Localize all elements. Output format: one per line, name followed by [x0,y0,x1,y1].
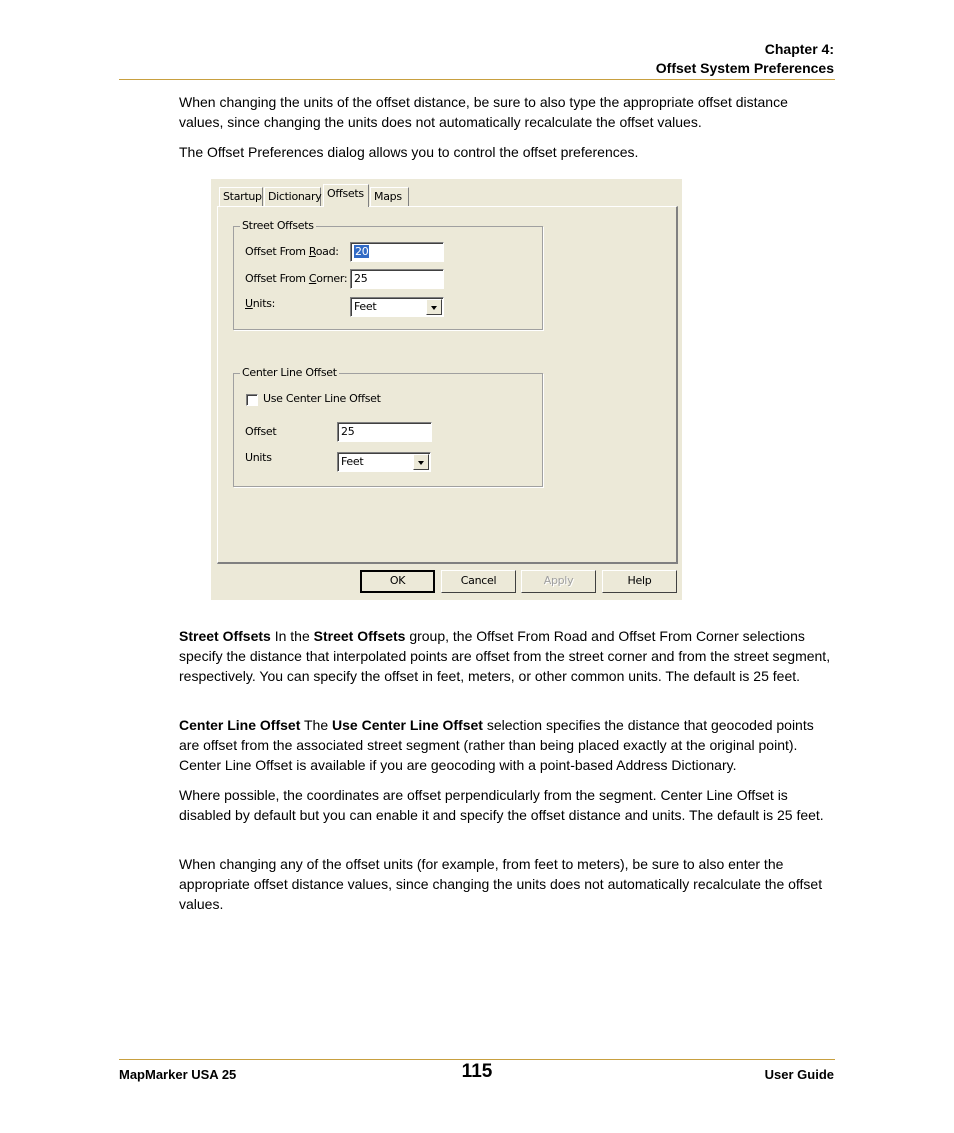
page-header [656,40,834,78]
center-line-offset-legend: Center Line Offset [242,366,337,379]
offsets-tab-panel [217,206,678,564]
offset-from-road-label: Offset From Road: [245,245,339,258]
coordinates-paragraph: Where possible, the coordinates are offset perpendicularly from the segment. Center Line Offset is disabled by default but you can enable it and specify the offset distance and units. The default is 25 feet. [179,787,824,823]
section-title: Offset System Preferences [655,60,834,76]
chapter-label: Chapter 4: [764,41,834,57]
street-units-combo[interactable] [350,297,444,317]
chevron-down-icon[interactable] [413,454,429,470]
footer-rule [119,1059,835,1060]
apply-button[interactable]: Apply [521,570,596,593]
street-units-value: Feet [354,300,377,313]
street-offsets-paragraph: Street Offsets In the Street Offsets group, the Offset From Road and Offset From Corner selections specify the distance that interpolated points are offset from the street corner and from the street segment, respectively. You can specify the offset in feet, meters, or other common units. The default is 25 feet. [179,628,831,684]
tab-maps[interactable]: Maps [370,187,409,206]
offset-from-corner-label: Offset From Corner: [245,272,348,285]
use-center-line-offset-label[interactable]: Use Center Line Offset [263,392,381,405]
street-offsets-legend: Street Offsets [242,219,314,232]
guide-label: User Guide [764,1067,834,1082]
offset-from-corner-input[interactable]: 25 [350,269,444,289]
offset-preferences-dialog [211,179,682,600]
header-rule [119,79,835,80]
help-button[interactable]: Help [602,570,677,593]
offset-from-road-input[interactable]: 20 [350,242,444,262]
center-units-label: Units [245,451,272,464]
tab-dictionary[interactable]: Dictionary [264,187,321,206]
intro-paragraph-2: The Offset Preferences dialog allows you to control the offset preferences. [179,144,639,160]
cancel-button[interactable]: Cancel [441,570,516,593]
center-units-combo[interactable] [337,452,431,472]
tab-startup[interactable]: Startup [219,187,263,206]
center-line-offset-heading: Center Line Offset [179,717,301,733]
street-offsets-heading: Street Offsets [179,628,271,644]
product-name: MapMarker USA 25 [119,1067,237,1082]
center-line-offset-group [233,366,543,487]
center-offset-input[interactable]: 25 [337,422,432,442]
chevron-down-icon[interactable] [426,299,442,315]
page-number: 115 [461,1061,493,1082]
intro-paragraph-1: When changing the units of the offset distance, be sure to also type the appropriate offset distance values, since changing the units does not automatically recalculate the offset values. [179,94,788,130]
offset-units-paragraph: When changing any of the offset units (for example, from feet to meters), be sure to also enter the appropriate offset distance values, since changing the units does not automatically recalculate the offset values. [179,856,823,912]
ok-button[interactable]: OK [360,570,435,593]
street-offsets-group [233,219,543,330]
tab-offsets[interactable]: Offsets [323,184,369,207]
street-units-label: Units: [245,297,276,310]
center-units-value: Feet [341,455,364,468]
center-offset-label: Offset [245,425,277,438]
center-line-offset-paragraph: Center Line Offset The Use Center Line Offset selection specifies the distance that geocoded points are offset from the associated street segment (rather than being placed exactly at the original point). Center Line Offset is available if you are geocoding with a point-based Address Dictionary. [179,717,814,773]
use-center-line-offset-checkbox[interactable] [246,394,258,406]
